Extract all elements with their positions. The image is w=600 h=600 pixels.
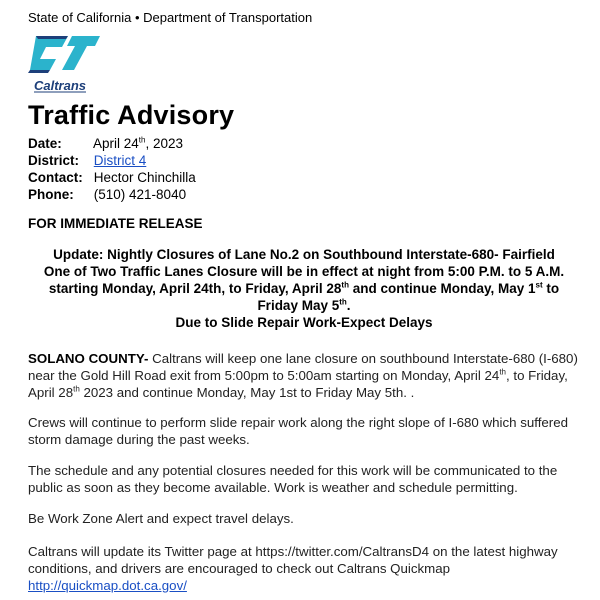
headline-line-1: Update: Nightly Closures of Lane No.2 on Southbound Interstate-680- Fairfield [53,247,555,262]
caltrans-logo [28,34,102,96]
page-title: Traffic Advisory [28,100,235,130]
headline-line-4: Friday May 5th. [257,297,351,313]
headline-line-3: starting Monday, April 24th, to Friday, April 28th and continue Monday, May 1st to [48,280,560,296]
contact-value: Hector Chinchilla [93,170,196,185]
county-lead: SOLANO COUNTY- [28,351,149,366]
phone-value: (510) 421-8040 [93,187,187,202]
agency-header: State of California • Department of Transportation [28,10,313,25]
quickmap-link[interactable]: http://quickmap.dot.ca.gov/ [28,578,187,593]
phone-label: Phone: [28,187,74,202]
meta-contact-row [28,169,196,186]
contact-label: Contact: [28,170,83,185]
district-link[interactable]: District 4 [93,153,147,168]
date-value: April 24th, 2023 [93,135,184,151]
date-label: Date: [28,136,62,151]
meta-district-row [28,152,196,169]
body-paragraph-1: SOLANO COUNTY- Caltrans will keep one lane closure on southbound Interstate-680 (I-680) near the Gold Hill Road exit from 5:00pm to 5:00am starting on Monday, April 24th, to Friday, April 28th 2023 and continue Monday, May 1st to Friday May 5th. . [28,351,578,400]
body-paragraph-5: Caltrans will update its Twitter page at https://twitter.com/CaltransD4 on the latest highway conditions, and drivers are encouraged to check out Caltrans Quickmap http://quickmap.dot.ca.gov/ [28,544,558,593]
meta-date-row [28,135,196,152]
caltrans-logo-text: Caltrans [34,78,87,93]
headline-line-2: One of Two Traffic Lanes Closure will be in effect at night from 5:00 P.M. to 5 A.M. [43,264,565,279]
advisory-meta [28,135,196,203]
body-paragraph-4: Be Work Zone Alert and expect travel delays. [28,511,294,526]
advisory-headline [28,246,580,331]
meta-phone-row [28,186,196,203]
release-notice: FOR IMMEDIATE RELEASE [28,216,203,231]
caltrans-logo-mark [28,36,100,73]
body-paragraph-2: Crews will continue to perform slide repair work along the right slope of I-680 which suffered storm damage during the past weeks. [28,415,569,447]
headline-line-5: Due to Slide Repair Work-Expect Delays [175,315,433,330]
district-label: District: [28,153,80,168]
body-paragraph-3: The schedule and any potential closures needed for this work will be communicated to the public as soon as they become available. Work is weather and schedule permitting. [28,463,558,495]
